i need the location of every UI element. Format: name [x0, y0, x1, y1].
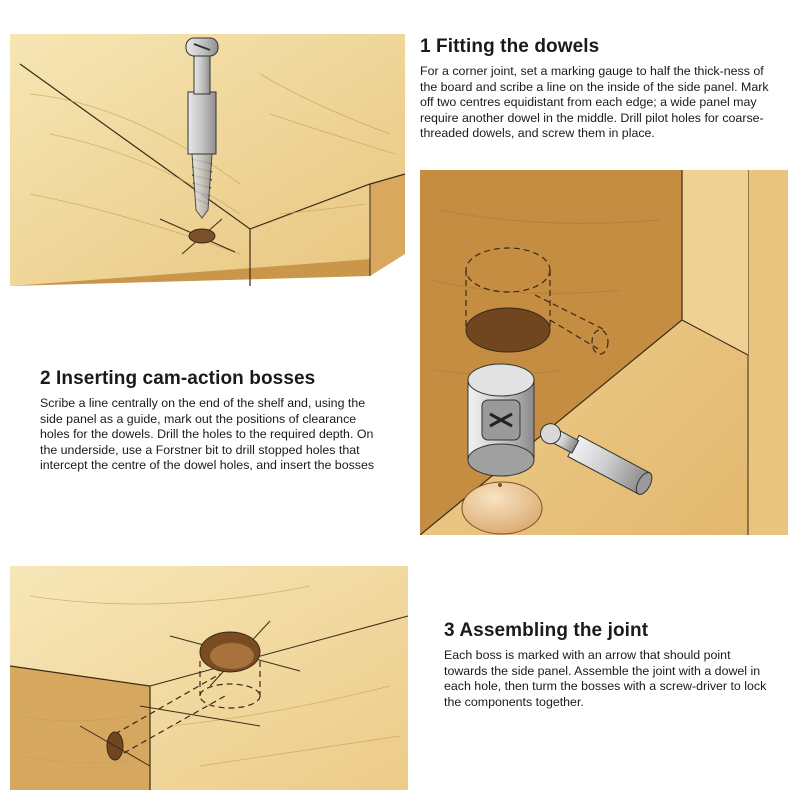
illustration-cam-boss: [420, 170, 788, 535]
step-3-assembling-joint: [444, 620, 774, 710]
step-1-fitting-dowels: [420, 36, 770, 142]
step-2-inserting-bosses: [40, 368, 375, 474]
illustration-fitting-dowels: [10, 14, 408, 286]
illustration-assembling-joint: [10, 566, 408, 790]
cam-boss: [468, 364, 534, 476]
step-2-title: 2 Inserting cam-action bosses: [40, 368, 316, 389]
step-2-body: Scribe a line centrally on the end of the shelf and, using the side panel as a guide, mark out the positions of clearance holes for the dowels. Drill the holes to the required depth. On the underside, use a Forstner bit to drill stopped holes that intercept the centre of the dowel holes, and insert the bosses: [40, 396, 375, 473]
board-edge-face: [370, 174, 405, 276]
pilot-hole: [189, 229, 215, 243]
step-3-title: 3 Assembling the joint: [444, 620, 649, 641]
step-1-title: 1 Fitting the dowels: [420, 36, 600, 57]
step-1-body: For a corner joint, set a marking gauge to half the thick-ness of the board and scribe a line on the inside of the side panel. Mark off two centres equidistant from each edge; a wide panel may require another dowel in the middle. Drill pilot holes for coarse-threaded dowels, and screw them in place.: [420, 64, 769, 141]
shelf-end-face: [10, 666, 150, 790]
clearance-hole: [466, 308, 550, 352]
boss-cap: [462, 482, 542, 534]
step-3-body: Each boss is marked with an arrow that should point towards the side panel. Assemble the joint with a dowel in each hole, then turm the bosses with a screw-driver to lock the components together.: [444, 648, 767, 709]
